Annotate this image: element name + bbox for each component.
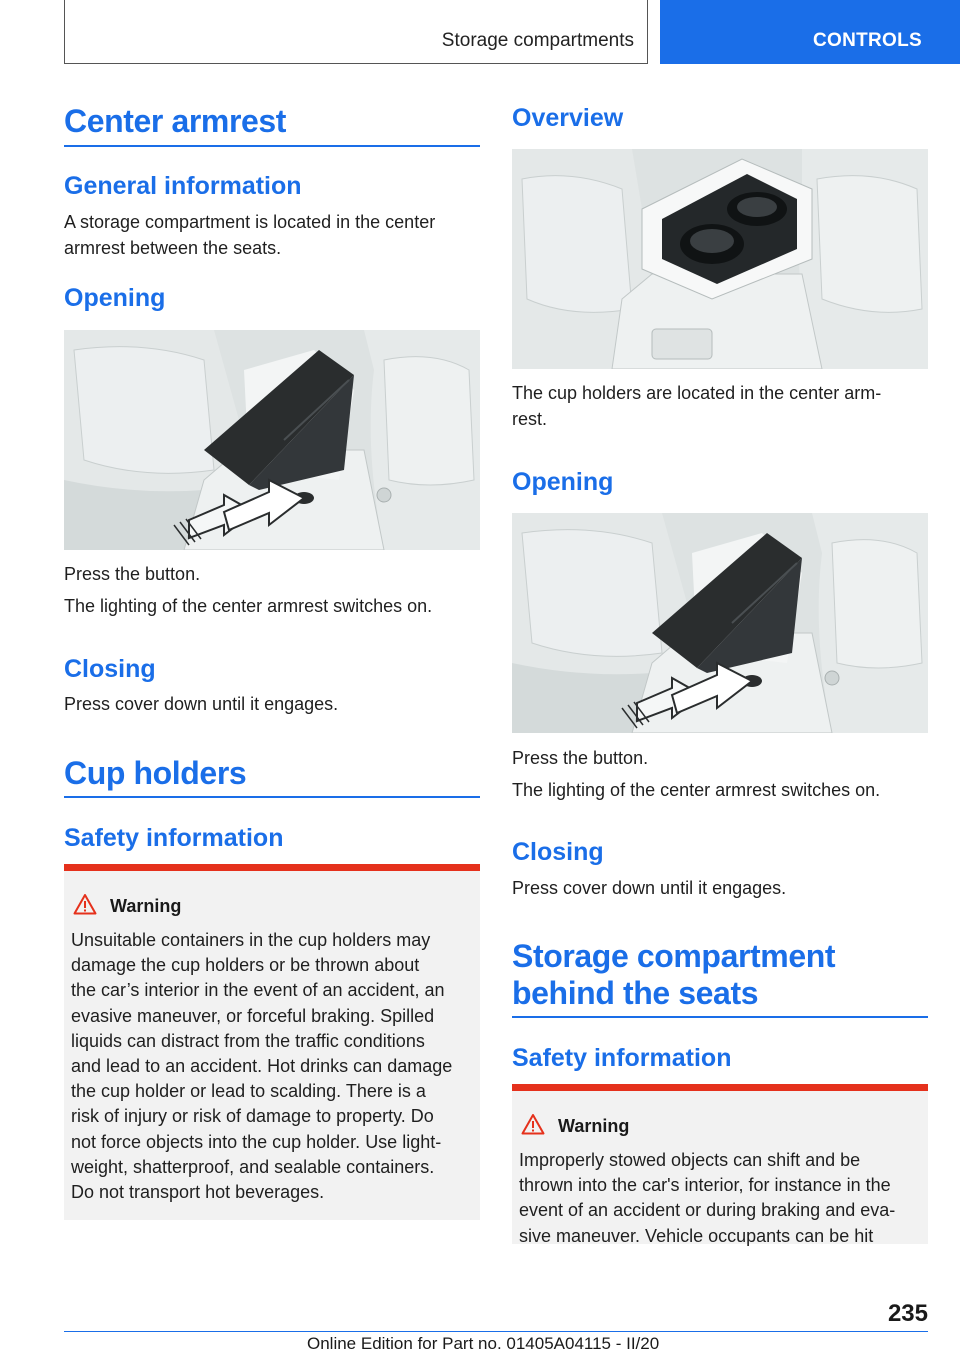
general-info-line-2: armrest between the seats. (64, 238, 282, 258)
page-number: 235 (887, 1300, 928, 1327)
warning-line: and lead to an accident. Hot drinks can damage (71, 1056, 453, 1077)
lighting-text: The lighting of the center armrest switches on. (64, 596, 433, 616)
warning-box (64, 864, 480, 1220)
heading-overview: Overview (512, 104, 624, 132)
warning-line: Improperly stowed objects can shift and be (519, 1150, 861, 1170)
warning-triangle-icon (521, 1113, 545, 1135)
heading-general-information: General information (64, 172, 302, 200)
warning-line: the car’s interior in the event of an accident, an (71, 980, 445, 1001)
heading-safety-information: Safety information (512, 1044, 732, 1072)
header-chapter-tab[interactable] (660, 0, 960, 64)
warning-line: sive maneuver. Vehicle occupants can be hit (519, 1225, 874, 1246)
overview-text-line-1: The cup holders are located in the center arm- (512, 383, 882, 403)
warning-line: the cup holder or lead to scalding. There is a (71, 1081, 426, 1102)
heading-rule (512, 1016, 928, 1018)
armrest-opening-illustration (512, 513, 928, 733)
lighting-text: The lighting of the center armrest switches on. (512, 780, 881, 800)
warning-box (512, 1084, 928, 1244)
warning-label: Warning (110, 896, 182, 916)
closing-text: Press cover down until it engages. (64, 694, 339, 714)
heading-storage-compartment-line-2: behind the seats (512, 975, 759, 1011)
warning-line: not force objects into the cup holder. Use light- (71, 1131, 442, 1152)
closing-text: Press cover down until it engages. (512, 878, 787, 898)
overview-text-line-2: rest. (512, 409, 548, 429)
warning-triangle-icon (73, 893, 97, 915)
warning-text (71, 928, 452, 1205)
header-chapter-title: CONTROLS (813, 30, 923, 51)
general-info-line-1: A storage compartment is located in the center (64, 212, 436, 232)
warning-label: Warning (558, 1116, 630, 1136)
armrest-opening-illustration (64, 330, 480, 550)
warning-line: thrown into the car's interior, for instance in the (519, 1175, 891, 1196)
warning-text (519, 1148, 895, 1249)
header-section-title: Storage compartments (441, 30, 634, 51)
warning-line: risk of injury or risk of damage to property. Do (71, 1106, 434, 1127)
heading-rule (64, 145, 480, 147)
heading-safety-information: Safety information (64, 824, 284, 852)
press-button-text: Press the button. (512, 748, 649, 768)
warning-line: weight, shatterproof, and sealable containers. (71, 1156, 435, 1177)
warning-line: liquids can distract from the traffic conditions (71, 1030, 425, 1051)
heading-closing: Closing (64, 655, 156, 683)
heading-closing: Closing (512, 838, 604, 866)
warning-line: damage the cup holders or be thrown about (71, 955, 420, 976)
footer-edition: Online Edition for Part no. 01405A04115 - II/20 (307, 1334, 660, 1353)
heading-storage-compartment-line-1: Storage compartment (512, 938, 836, 974)
heading-opening: Opening (512, 468, 614, 496)
cup-holders-illustration (512, 149, 928, 369)
footer-rule (64, 1331, 928, 1332)
heading-opening: Opening (64, 284, 166, 312)
header-section-box (64, 0, 648, 64)
press-button-text: Press the button. (64, 564, 201, 584)
warning-line: evasive maneuver, or forceful braking. Spilled (71, 1005, 435, 1026)
warning-line: Unsuitable containers in the cup holders may (71, 930, 431, 950)
heading-center-armrest: Center armrest (64, 103, 287, 139)
warning-line: event of an accident or during braking and eva- (519, 1200, 896, 1221)
heading-rule (64, 796, 480, 798)
heading-cup-holders: Cup holders (64, 755, 247, 791)
warning-line: Do not transport hot beverages. (71, 1182, 325, 1203)
